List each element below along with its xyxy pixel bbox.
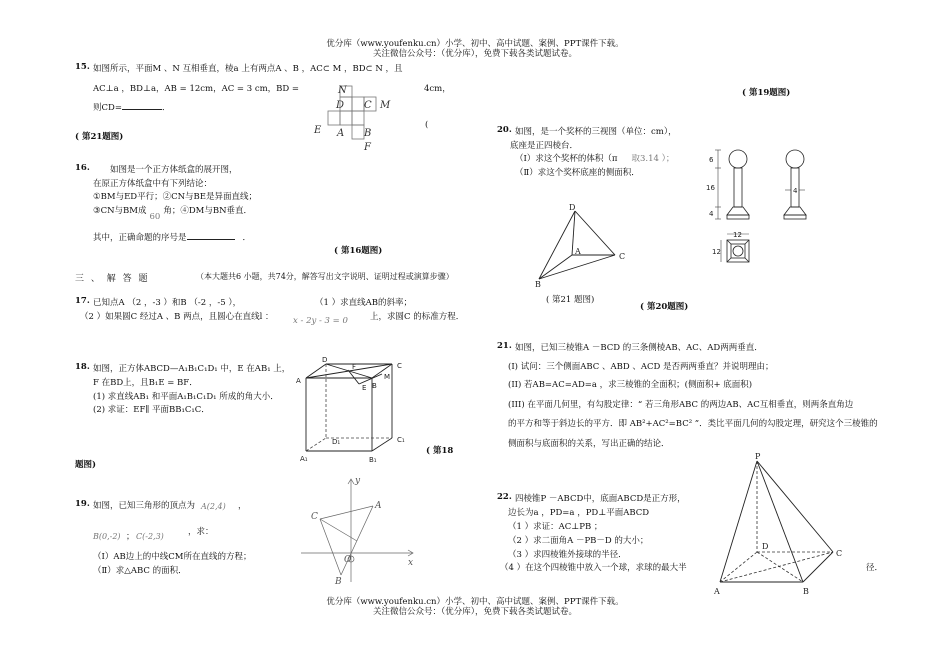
q21-fig-caption: ( 第21 题图) xyxy=(546,295,595,305)
cube-label-b: B xyxy=(372,382,377,390)
q16-line1: 如图是一个正方体纸盒的展开图， xyxy=(110,165,238,175)
q20-line2: 底座是正四棱台． xyxy=(510,141,579,151)
q17-part1: （1 ）求直线AB的斜率； xyxy=(315,298,412,308)
q19-point-b: B(0,-2) xyxy=(93,532,121,541)
dim-16: 16 xyxy=(706,184,715,192)
q19-number: 19. xyxy=(75,499,90,509)
q15-line2: AC⊥a ，BD⊥a，AB = 12cm，AC = 3 cm，BD = xyxy=(93,84,300,94)
footer-line-1: 优分库（www.youfenku.cn）小学、初中、高中试题、案例、PPT课件下载。 xyxy=(326,597,624,607)
cube-figure xyxy=(292,356,417,469)
q15-line1: 如图所示，平面M 、N 互相垂直，棱a 上有两点A 、B ，AC⊂ M ，BD⊂ N ，且 xyxy=(93,64,403,74)
q18-fig-caption-a: ( 第18 xyxy=(426,446,454,456)
dim-12-depth: 12 xyxy=(712,248,721,256)
tetra-label-d: D xyxy=(569,203,576,212)
q19-comma: ， xyxy=(238,501,247,511)
q17-line-equation: x - 2y - 3 = 0 xyxy=(293,316,348,326)
cube-label-m: M xyxy=(384,373,391,381)
q19-line1: 如图，已知三角形的顶点为 xyxy=(93,501,196,511)
cube-label-a1: A₁ xyxy=(300,455,308,463)
q18-part2: (2) 求证：EF∥ 平面BB₁C₁C． xyxy=(93,405,210,415)
tri-label-o: O xyxy=(344,555,352,565)
q17-line1: 已知点A （2 ，-3 ）和B （-2 ，-5 ）， xyxy=(93,298,242,308)
q22-line2: 边长为a ，PD=a ，PD⊥平面ABCD xyxy=(508,508,650,518)
cube-label-d: D xyxy=(322,356,328,364)
q17-part2b: 上，求圆C 的标准方程． xyxy=(370,312,465,322)
q20-part1: （Ⅰ）求这个奖杯的体积（π 取3.14 ）； xyxy=(515,154,675,164)
q15-line3: 则CD= ． xyxy=(93,103,171,113)
net-label-e: E xyxy=(314,125,322,136)
cube-net-figure xyxy=(312,82,412,155)
net-label-f: F xyxy=(364,142,371,153)
q19-comma2: ； xyxy=(126,532,135,542)
cube-label-d1: D₁ xyxy=(332,438,341,446)
q18-line1: 如图，正方体ABCD—A₁B₁C₁D₁ 中，E 在AB₁ 上， xyxy=(93,364,291,374)
q22-number: 22. xyxy=(497,492,512,502)
axis-label-x: x xyxy=(408,558,414,568)
q21-line1: 如图，已知三棱锥A －BCD 的三条侧棱AB、AC、AD两两垂直． xyxy=(515,343,763,353)
q17-number: 17. xyxy=(75,296,90,306)
section3-note: （本大题共6 小题，共74分，解答写出文字说明、证明过程或演算步骤） xyxy=(196,272,454,281)
net-label-c: C xyxy=(364,100,372,111)
q20-part2: （Ⅱ）求这个奖杯底座的侧面积． xyxy=(515,168,640,178)
cube-label-e: E xyxy=(362,384,367,392)
header-line-2: 关注微信公众号：（优分库），免费下载各类试题试卷。 xyxy=(372,49,577,59)
net-label-b: B xyxy=(364,128,372,139)
q21-number: 21. xyxy=(497,341,512,351)
dim-6: 6 xyxy=(709,156,714,164)
pyr-label-a: A xyxy=(714,587,720,596)
q16-line5: 其中，正确命题的序号是 ． xyxy=(93,233,252,243)
q21-part2: (II) 若AB=AC=AD=a ，求三棱锥的全面积；(侧面积+ 底面积) xyxy=(508,380,753,390)
q19-fig-caption: ( 第19题图) xyxy=(742,88,791,98)
net-label-d: D xyxy=(336,100,345,111)
tetra-label-b: B xyxy=(535,280,541,289)
q21-part3a: (III) 在平面几何里，有勾股定律：“ 若三角形ABC 的两边AB、AC互相垂直，则两条直角边 xyxy=(508,400,854,410)
q20-line1: 如图，是一个奖杯的三视图（单位：cm）， xyxy=(515,127,677,137)
dim-12-width: 12 xyxy=(733,231,742,239)
pyr-label-d: D xyxy=(762,542,769,551)
q20-number: 20. xyxy=(497,125,512,135)
pyr-label-c: C xyxy=(836,549,843,558)
q22-line1: 四棱锥P －ABCD中，底面ABCD是正方形， xyxy=(515,494,686,504)
cube-label-b1: B₁ xyxy=(369,456,377,464)
tetra-label-a: A xyxy=(575,247,581,256)
triangle-figure xyxy=(298,474,418,589)
q17-part2a: （2 ）如果圆C 经过A 、B 两点，且圆心在直线l ： xyxy=(80,312,274,322)
net-label-m: M xyxy=(380,100,391,111)
q22-part2: （2 ）求二面角A －PB－D 的大小； xyxy=(508,536,649,546)
q21-part3c: 侧面积与底面积的关系，写出正确的结论． xyxy=(508,439,670,449)
tri-label-c: C xyxy=(311,512,318,522)
tetrahedron-figure xyxy=(535,203,635,296)
cube-label-a: A xyxy=(296,377,301,385)
footer-line-2: 关注微信公众号：（优分库），免费下载各类试题试卷。 xyxy=(372,607,577,617)
tri-label-b: B xyxy=(335,577,342,587)
q16-number: 16. xyxy=(75,163,90,173)
pyr-label-p: P xyxy=(755,452,761,461)
net-label-n: N xyxy=(338,85,347,96)
q16-line3: ①BM与ED平行；②CN与BE是异面直线； xyxy=(93,192,257,202)
q19-point-a: A(2,4) xyxy=(201,502,226,511)
trophy-views-figure xyxy=(705,142,825,283)
q22-part3: （3 ）求四棱锥外接球的半径． xyxy=(508,550,627,560)
dim-4-stem: 4 xyxy=(793,187,798,195)
q21-part1: (I) 试问：三个侧面ABC 、ABD 、ACD 是否两两垂直？并说明理由； xyxy=(508,362,774,372)
q20-fig-caption: ( 第20题图) xyxy=(640,302,689,312)
q22-part1: （1 ）求证：AC⊥PB ； xyxy=(508,522,603,532)
q19-part1: （Ⅰ）AB边上的中线CM所在直线的方程； xyxy=(93,552,252,562)
q18-line2: F 在BD上，且B₁E = BF． xyxy=(93,378,198,388)
axis-label-y: y xyxy=(355,476,361,486)
q15-number: 15. xyxy=(75,62,90,72)
net-label-a: A xyxy=(337,128,345,139)
q18-part1: (1) 求直线AB₁ 和平面A₁B₁C₁D₁ 所成的角大小． xyxy=(93,392,279,402)
pyramid-figure xyxy=(712,452,852,601)
q16-line4: ③CN与BM成60角；④DM与BN垂直． xyxy=(93,206,253,222)
q19-point-c: C(-2,3) xyxy=(136,532,164,541)
q15-bd-value: 4cm， xyxy=(424,84,451,94)
cube-label-c: C xyxy=(397,362,402,370)
q21-part3b: 的平方和等于斜边长的平方．即 AB²+AC²=BC² ”．类比平面几何的勾股定理，研究这个三棱锥的 xyxy=(508,419,878,429)
dim-4-base: 4 xyxy=(709,210,714,218)
q18-number: 18. xyxy=(75,362,90,372)
cube-label-f: F xyxy=(352,363,357,371)
tetra-label-c: C xyxy=(619,252,626,261)
q19-part2: （Ⅱ）求△ABC 的面积． xyxy=(93,566,187,576)
cube-label-c1: C₁ xyxy=(397,436,405,444)
q16-line2: 在原正方体纸盒中有下列结论： xyxy=(93,179,213,189)
q22-part4a: （4 ）在这个四棱锥中放入一个球，求球的最大半 xyxy=(500,563,687,573)
q15-fig-caption: ( 第21题图) xyxy=(75,132,124,142)
q18-fig-caption-b: 题图) xyxy=(75,460,97,470)
q19-ask: ，求： xyxy=(188,527,214,537)
q16-fig-caption: ( 第16题图) xyxy=(334,246,383,256)
section3-title: 三 、 解 答 题 xyxy=(75,274,150,284)
tri-label-a: A xyxy=(375,501,382,511)
header-line-1: 优分库（www.youfenku.cn）小学、初中、高中试题、案例、PPT课件下载。 xyxy=(326,39,624,49)
q22-part4b: 径． xyxy=(866,563,884,573)
pyr-label-b: B xyxy=(803,587,809,596)
q15-paren: ( xyxy=(425,120,429,130)
